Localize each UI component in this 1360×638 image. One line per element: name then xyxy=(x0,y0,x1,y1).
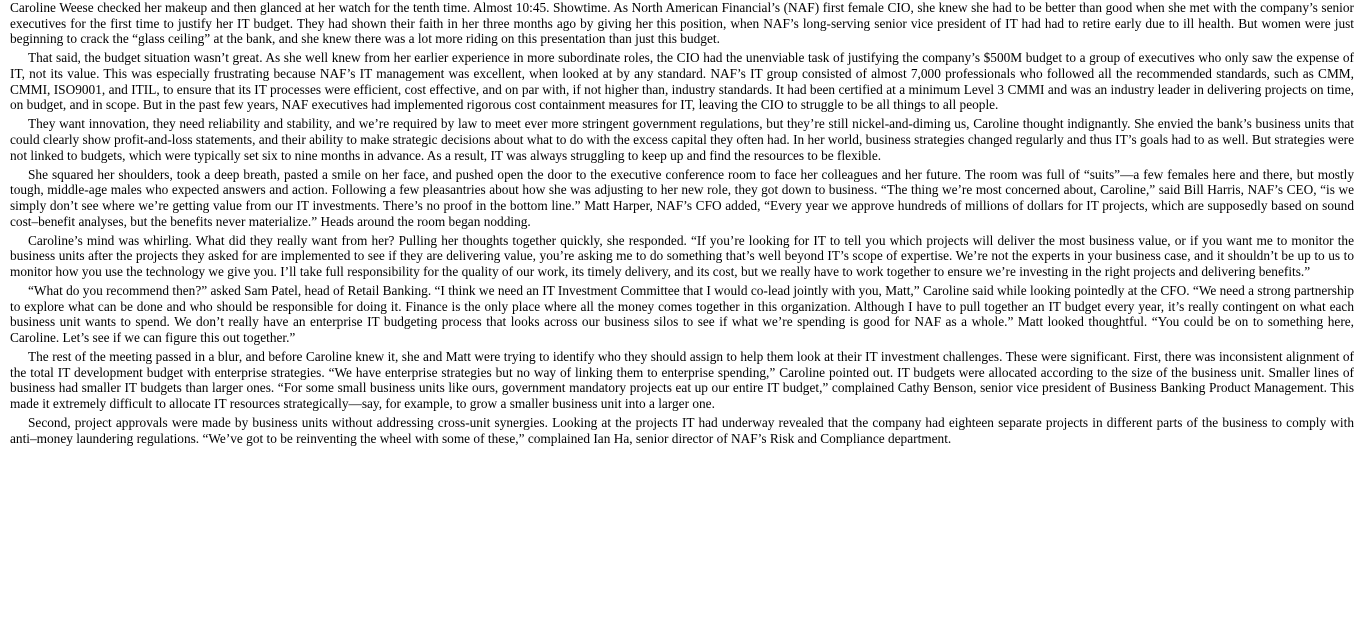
paragraph-7: The rest of the meeting passed in a blur, and before Caroline knew it, she and Matt were trying to identify who they should assign to help them look at their IT investment challenges. These were significant. First, there was inconsistent alignment of the total IT development budget with enterprise strategies. “We have enterprise strategies but no way of linking them to enterprise spending,” Caroline pointed out. IT budgets were allocated according to the size of the business unit. Smaller lines of business had smaller IT budgets than larger ones. “For some small business units like ours, government mandatory projects eat up our entire IT budget,” complained Cathy Benson, senior vice president of Business Banking Product Management. This made it extremely difficult to allocate IT resources strategically—say, for example, to grow a smaller business unit into a larger one. xyxy=(10,349,1354,411)
paragraph-6: “What do you recommend then?” asked Sam Patel, head of Retail Banking. “I think we need an IT Investment Committee that I would co-lead jointly with you, Matt,” Caroline said while looking pointedly at the CFO. “We need a strong partnership to explore what can be done and who should be responsible for doing it. Finance is the only place where all the money comes together in this organization. Although I have to pull together an IT budget every year, it’s really contingent on what each business unit wants to spend. We don’t really have an enterprise IT budgeting process that looks across our business silos to see if what we’re spending is good for NAF as a whole.” Matt looked thoughtful. “You could be on to something here, Caroline. Let’s see if we can figure this out together.” xyxy=(10,283,1354,345)
paragraph-2: That said, the budget situation wasn’t great. As she well knew from her earlier experience in more subordinate roles, the CIO had the unenviable task of justifying the company’s $500M budget to a group of executives who only saw the expense of IT, not its value. This was especially frustrating because NAF’s IT management was excellent, when looked at by any standard. NAF’s IT group consisted of almost 7,000 professionals who followed all the recommended standards, such as CMM, CMMI, ISO9001, and ITIL, to ensure that its IT processes were efficient, cost effective, and on par with, if not higher than, industry standards. It had been certified at a minimum Level 3 CMMI and was an industry leader in delivering projects on time, on budget, and in scope. But in the past few years, NAF executives had implemented rigorous cost containment measures for IT, leaving the CIO to struggle to be all things to all people. xyxy=(10,50,1354,113)
paragraph-8: Second, project approvals were made by business units without addressing cross-unit synergies. Looking at the projects IT had underway revealed that the company had eighteen separate projects in different parts of the business to comply with anti–money laundering regulations. “We’ve got to be reinventing the wheel with some of these,” complained Ian Ha, senior director of NAF’s Risk and Compliance department. xyxy=(10,415,1354,446)
paragraph-5: Caroline’s mind was whirling. What did they really want from her? Pulling her thoughts together quickly, she responded. “If you’re looking for IT to tell you which projects will deliver the most business value, or if you want me to monitor the business units after the projects they asked for are implemented to see if they are delivering value, you’re asking me to do something that’s well beyond IT’s scope of expertise. We’re not the experts in your business case, and it shouldn’t be up to us to monitor how you use the technology we give you. I’ll take full responsibility for the quality of our work, its timely delivery, and its cost, but we really have to work together to ensure we’re investing in the right projects and delivering benefits.” xyxy=(10,232,1354,279)
paragraph-1: Caroline Weese checked her makeup and then glanced at her watch for the tenth time. Almost 10:45. Showtime. As North American Financial’s (NAF) first female CIO, she knew she had to be better than good when she met with the company’s senior executives for the first time to justify her IT budget. They had shown their faith in her three months ago by giving her this position, when NAF’s long-serving senior vice president of IT had had to retire early due to ill health. But women were just beginning to crack the “glass ceiling” at the bank, and she knew there was a lot more riding on this presentation than just this budget. xyxy=(10,0,1354,47)
paragraph-4: She squared her shoulders, took a deep breath, pasted a smile on her face, and pushed open the door to the executive conference room to face her colleagues and her future. The room was full of “suits”—a few females here and there, but mostly tough, middle-age males who expected answers and action. Following a few pleasantries about how she was adjusting to her new role, they got down to business. “The thing we’re most concerned about, Caroline,” said Bill Harris, NAF’s CEO, “is we simply don’t see where we’re getting value from our IT investments. There’s no proof in the bottom line.” Matt Harper, NAF’s CFO added, “Every year we approve hundreds of millions of dollars for IT projects, which are supposedly based on sound cost–benefit analyses, but the benefits never materialize.” Heads around the room began nodding. xyxy=(10,166,1354,229)
paragraph-3: They want innovation, they need reliability and stability, and we’re required by law to meet ever more stringent government regulations, but they’re still nickel-and-diming us, Caroline thought indignantly. She envied the bank’s business units that could clearly show profit-and-loss statements, and their ability to make strategic decisions about what to do with the excess capital they often had. In her world, business strategies changed regularly and thus IT’s goals had to as well. But strategies were not linked to budgets, which were typically set six to nine months in advance. As a result, IT was always struggling to keep up and find the resources to be flexible. xyxy=(10,116,1354,163)
